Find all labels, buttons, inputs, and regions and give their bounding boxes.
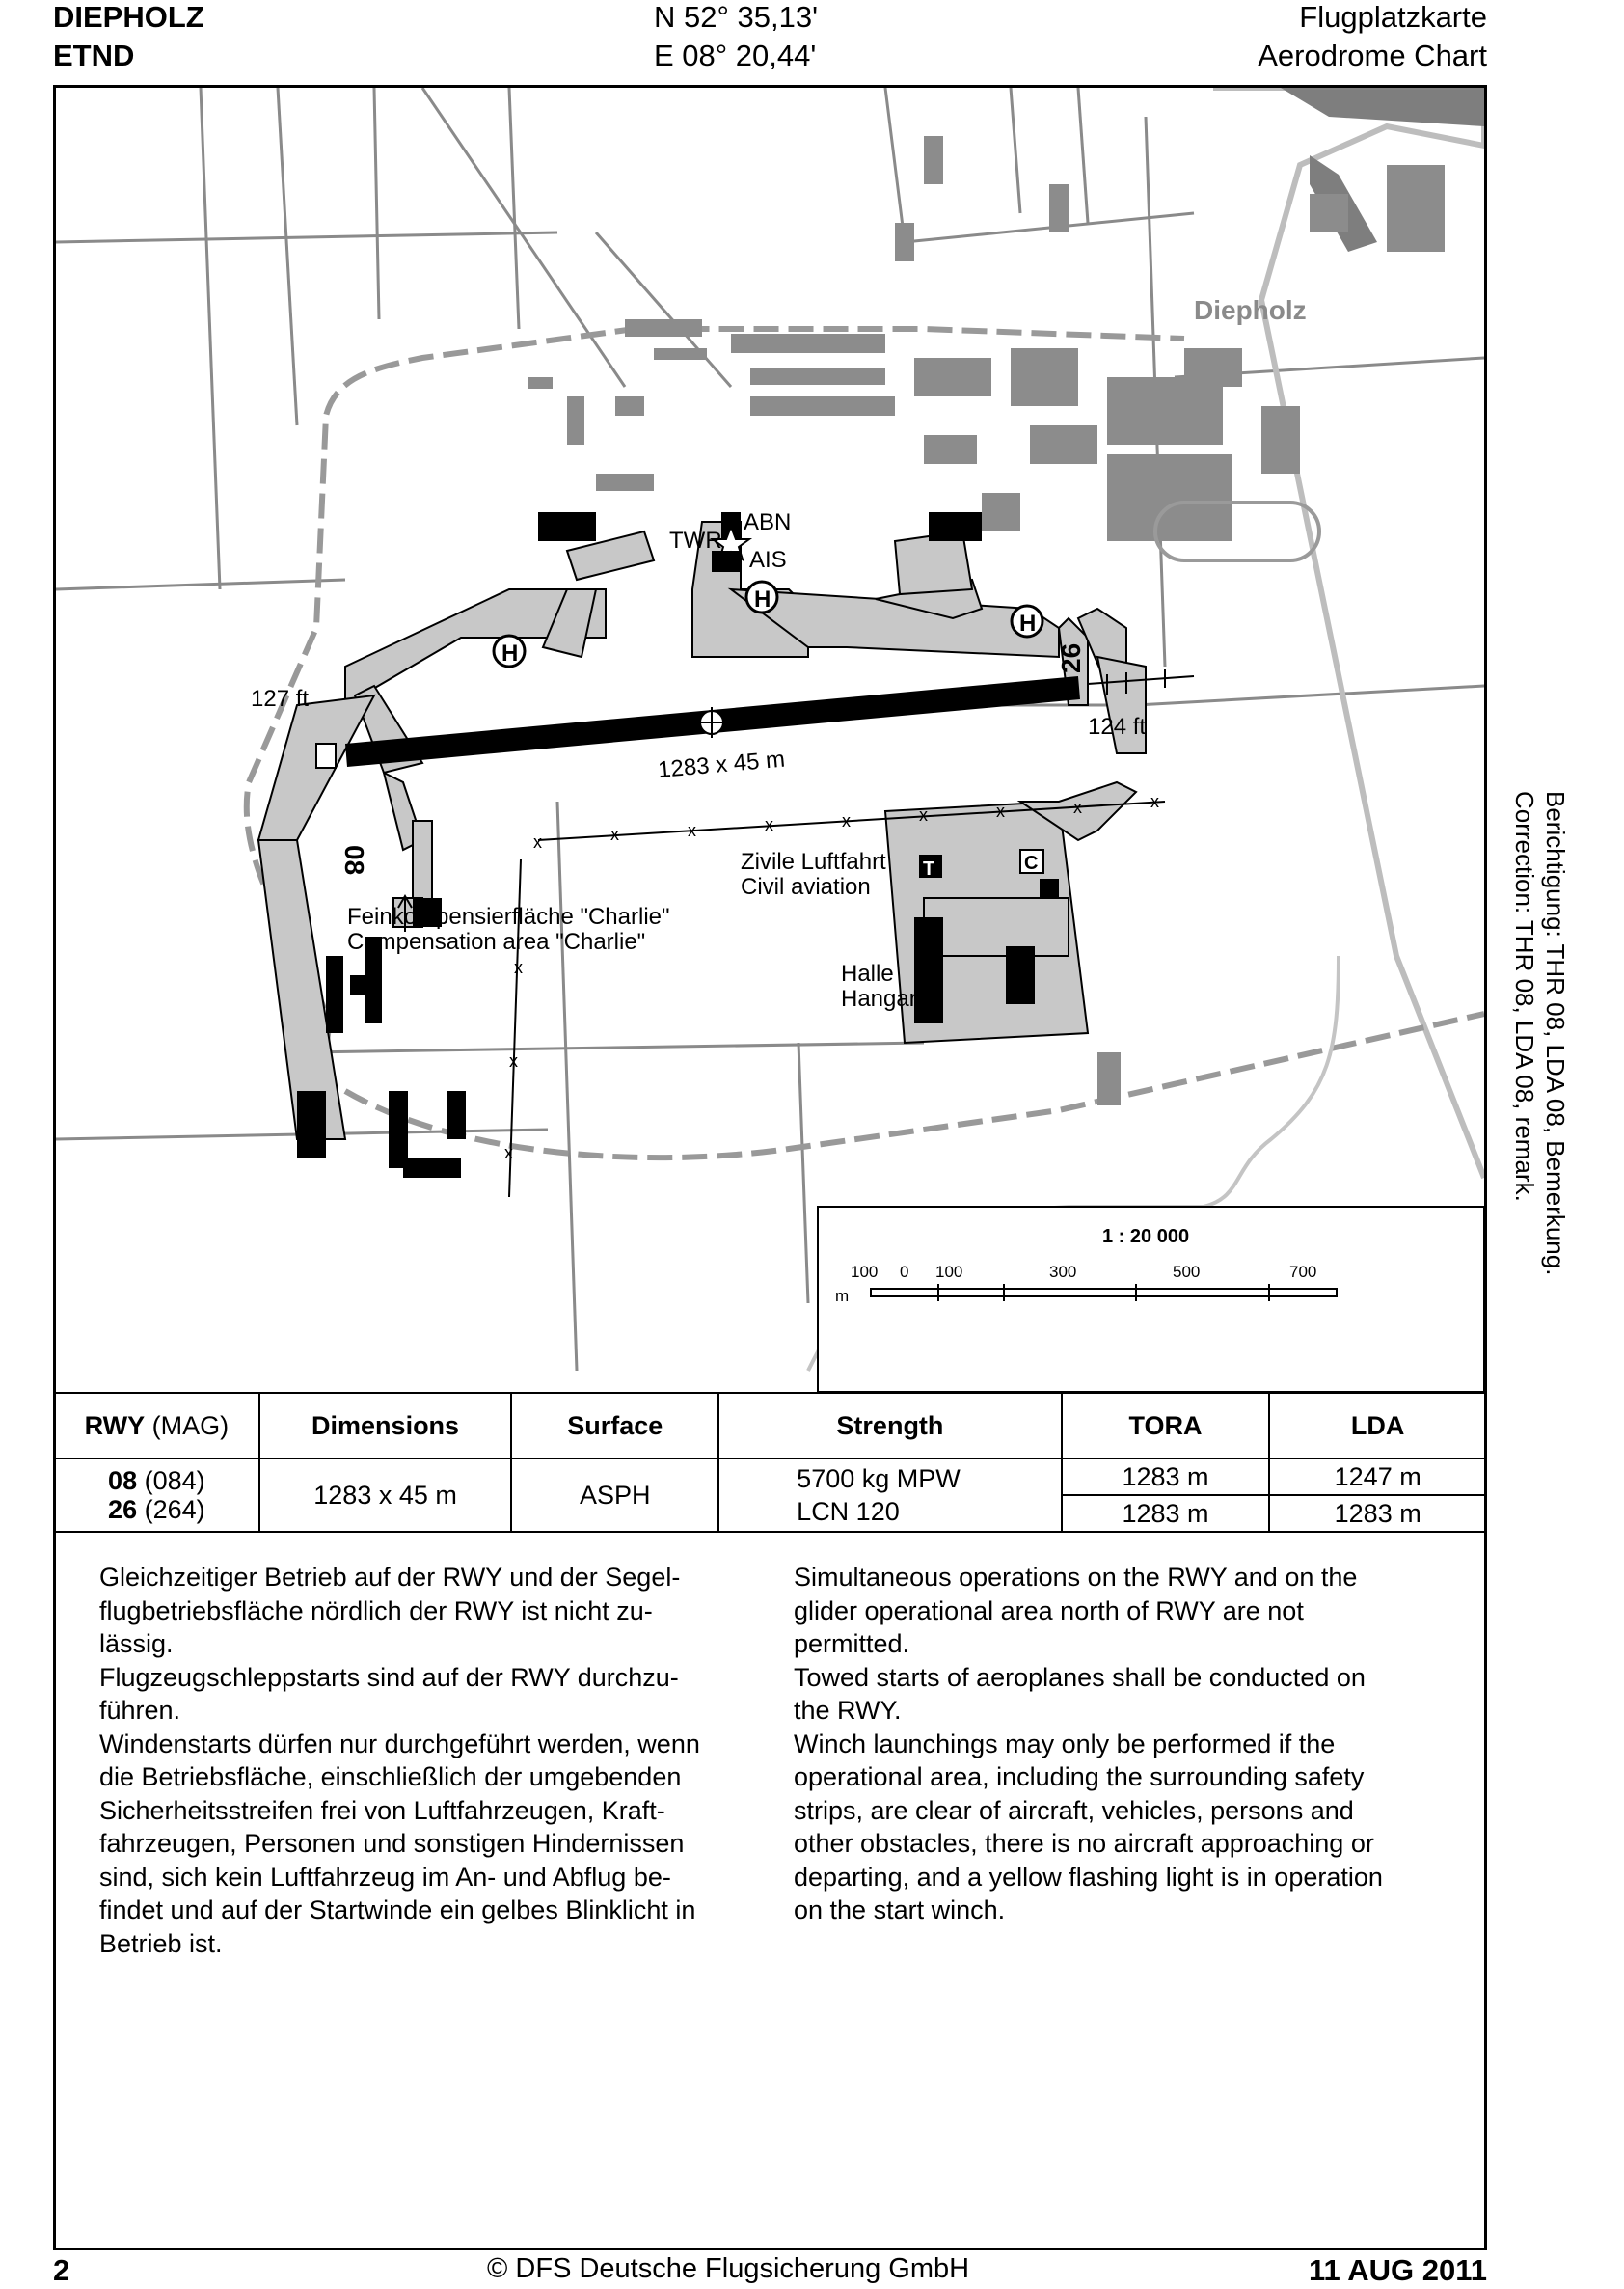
svg-text:H: H (754, 586, 771, 613)
svg-text:Hangar: Hangar (841, 986, 917, 1012)
copyright: © DFS Deutsche Flugsicherung GmbH (487, 2253, 970, 2284)
table-row (54, 1458, 1486, 1495)
svg-text:ABN: ABN (744, 509, 792, 535)
svg-text:x: x (533, 832, 542, 852)
lda-26: 1283 m (1269, 1495, 1486, 1532)
svg-text:Civil aviation: Civil aviation (741, 874, 871, 900)
town-label: Diepholz (1194, 295, 1307, 325)
svg-text:26: 26 (1056, 642, 1086, 673)
svg-text:x: x (504, 1143, 513, 1162)
lda-08: 1247 m (1269, 1458, 1486, 1495)
runway-threshold (316, 744, 336, 768)
runway-table (53, 1392, 1487, 1533)
svg-text:x: x (509, 1051, 518, 1071)
svg-text:x: x (996, 802, 1005, 821)
col-dimensions: Dimensions (259, 1393, 512, 1458)
aerodrome-name: DIEPHOLZ (53, 0, 204, 34)
effective-date: 11 AUG 2011 (1309, 2253, 1487, 2287)
svg-text:500: 500 (1173, 1263, 1201, 1281)
col-tora: TORA (1062, 1393, 1270, 1458)
svg-text:0: 0 (900, 1263, 909, 1281)
correction-note-de: Berichtigung: THR 08, LDA 08, Bemerkung. (1541, 791, 1570, 1276)
svg-text:124 ft: 124 ft (1088, 714, 1147, 740)
svg-text:1283 x 45 m: 1283 x 45 m (657, 746, 787, 783)
latitude: N 52° 35,13' (654, 0, 818, 34)
svg-text:TWR: TWR (669, 528, 722, 554)
chart-title-en: Aerodrome Chart (1258, 39, 1487, 72)
svg-text:H: H (1019, 611, 1037, 637)
tora-26: 1283 m (1062, 1495, 1270, 1532)
svg-text:Compensation area "Charlie": Compensation area "Charlie" (347, 929, 646, 955)
remarks-en: Simultaneous operations on the RWY and on the glider operational area north of RWY are not permitted. Towed starts of aeroplanes shall be conducted on the RWY. Winch launchings may only be performed if the operational area, including the surrounding safety strips, are clear of aircraft, vehicles, persons and other obstacles, there is no aircraft approaching or departing, and a yellow flashing light is in operation on the start winch. (794, 1563, 1383, 1924)
svg-text:100: 100 (935, 1263, 963, 1281)
col-strength: Strength (718, 1393, 1062, 1458)
remarks-de: Gleichzeitiger Betrieb auf der RWY und der Segel- flugbetriebsfläche nördlich der RWY ist nicht zu- lässig. Flugzeugschleppstarts sind auf der RWY durchzu- führen. Windenstarts dürfen nur durchgeführt werden, wenn die Betriebsfläche, einschließlich der umgebenden Sicherheitsstreifen frei von Luftfahrzeugen, Kraft- fahrzeugen, Personen und sonstigen Hindernissen sind, sich kein Luftfahrzeug im An- und Abflug be- findet und auf der Startwinde ein gelbes Blinklicht in Betrieb ist. (99, 1563, 700, 1958)
page-number: 2 (53, 2253, 70, 2287)
scale-title: 1 : 20 000 (1102, 1226, 1190, 1247)
svg-text:H: H (501, 640, 519, 667)
svg-text:300: 300 (1049, 1263, 1077, 1281)
svg-text:x: x (514, 958, 523, 977)
svg-text:C: C (1024, 853, 1039, 874)
col-surface: Surface (511, 1393, 718, 1458)
svg-text:T: T (923, 858, 935, 880)
col-lda: LDA (1269, 1393, 1486, 1458)
chart-title-de: Flugplatzkarte (1299, 0, 1487, 34)
col-rwy: RWY (MAG) (54, 1393, 259, 1458)
svg-text:08: 08 (339, 845, 369, 876)
svg-text:100: 100 (851, 1263, 879, 1281)
svg-text:127 ft: 127 ft (251, 686, 310, 712)
rwy-cell: 08 (084) 26 (264) (54, 1458, 259, 1532)
table-header-row (54, 1393, 1486, 1458)
svg-text:x: x (842, 811, 851, 831)
svg-text:Halle: Halle (841, 961, 894, 987)
correction-note-en: Correction: THR 08, LDA 08, remark. (1510, 791, 1539, 1202)
svg-text:700: 700 (1289, 1263, 1317, 1281)
svg-text:x: x (688, 821, 696, 840)
svg-text:x: x (765, 815, 773, 834)
surface-cell: ASPH (511, 1458, 718, 1532)
longitude: E 08° 20,44' (654, 39, 817, 72)
tora-08: 1283 m (1062, 1458, 1270, 1495)
dimensions-cell: 1283 x 45 m (259, 1458, 512, 1532)
svg-text:x: x (919, 805, 928, 825)
svg-text:x: x (1073, 798, 1082, 817)
icao-code: ETND (53, 39, 135, 72)
aerodrome-map (56, 88, 1484, 1392)
svg-text:Feinkompensierfläche "Charlie": Feinkompensierfläche "Charlie" (347, 904, 670, 930)
svg-text:m: m (835, 1287, 850, 1305)
svg-text:x: x (610, 825, 619, 844)
svg-text:Zivile Luftfahrt: Zivile Luftfahrt (741, 849, 886, 875)
strength-cell: 5700 kg MPW LCN 120 (718, 1458, 1062, 1532)
svg-text:AIS: AIS (749, 547, 787, 573)
svg-text:x: x (1150, 792, 1159, 811)
